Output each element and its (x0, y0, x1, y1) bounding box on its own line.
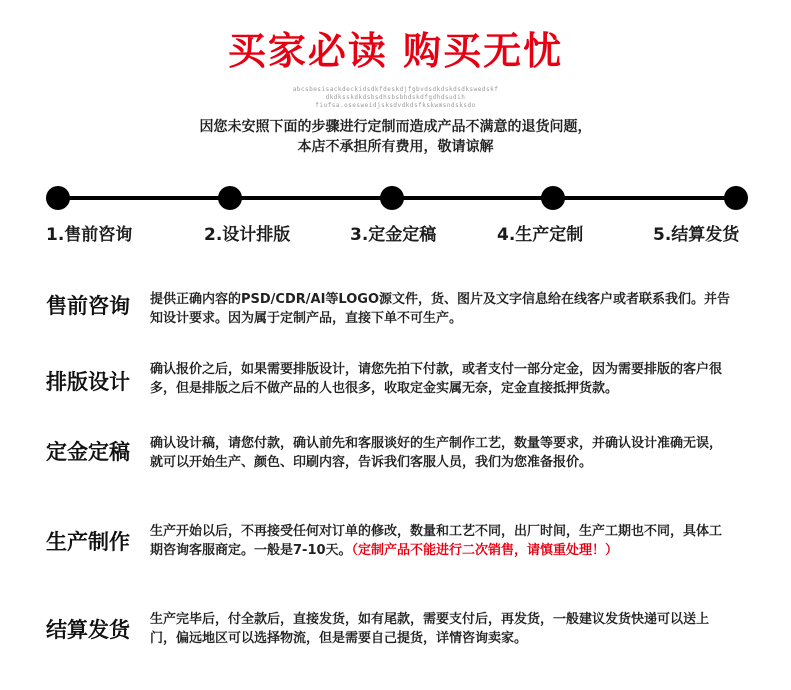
decorative-text-line-2: dkdksskdkdsbsdhsbsbhdskdfgdhdsudih (325, 94, 466, 101)
timeline-dot-1 (46, 186, 70, 210)
decorative-text-line-1: abcsbesisackdeckidsdkfdeskdjfgbvdsdkdskdsdkswedskf (292, 86, 499, 93)
section-title: 售前咨询 (46, 294, 130, 318)
process-timeline (0, 180, 791, 250)
step-label-5: 5.结算发货 (653, 225, 740, 245)
section-title: 定金定稿 (46, 440, 130, 464)
step-label-2: 2.设计排版 (204, 225, 291, 245)
section-text: 确认报价之后，如果需要排版设计，请您先拍下付款，或者支付一部分定金，因为需要排版的客户很多，但是排版之后不做产品的人也很多，收取定金实属无奈，定金直接抵押货款。 (150, 362, 723, 396)
section-title: 结算发货 (46, 618, 130, 642)
section-text (150, 522, 734, 560)
section-title: 排版设计 (46, 370, 130, 394)
section-text: 提供正确内容的PSD/CDR/AI等LOGO源文件，货、图片及文字信息给在线客户或者联系我们。并告知设计要求。因为属于定制产品，直接下单不可生产。 (150, 292, 731, 326)
timeline-dot-4 (541, 186, 565, 210)
timeline-dot-3 (380, 186, 404, 210)
notice-line-2: 本店不承担所有费用，敬请谅解 (297, 139, 494, 155)
notice-line-1: 因您未安照下面的步骤进行定制而造成产品不满意的退货问题， (199, 119, 592, 135)
timeline-dot-5 (724, 186, 748, 210)
section-warning: （定制产品不能进行二次销售，请慎重处理！） (351, 543, 619, 558)
step-label-3: 3.定金定稿 (350, 225, 437, 245)
section-title: 生产制作 (46, 530, 130, 554)
section-text: 确认设计稿，请您付款，确认前先和客服谈好的生产制作工艺，数量等要求，并确认设计准确无误，就可以开始生产、颜色、印刷内容，告诉我们客服人员，我们为您准备报价。 (150, 436, 723, 470)
page-title: 买家必读 购买无忧 (227, 29, 564, 73)
timeline-dot-2 (218, 186, 242, 210)
step-label-4: 4.生产定制 (497, 225, 584, 245)
section-text-main: 生产开始以后，不再接受任何对订单的修改，数量和工艺不同，出厂时间，生产工期也不同，具体工期咨询客服商定。一般是7-10天。 (150, 524, 723, 558)
notice (0, 117, 791, 157)
section-text: 生产完毕后，付全款后，直接发货，如有尾款，需要支付后，再发货，一般建议发货快递可以送上门，偏远地区可以选择物流，但是需要自己提货，详情咨询卖家。 (150, 612, 710, 646)
decorative-text-line-3: fiufsa.osesweidjsksdvdkdsfkskwmsndsksdo (315, 102, 476, 109)
step-label-1: 1.售前咨询 (46, 225, 133, 245)
